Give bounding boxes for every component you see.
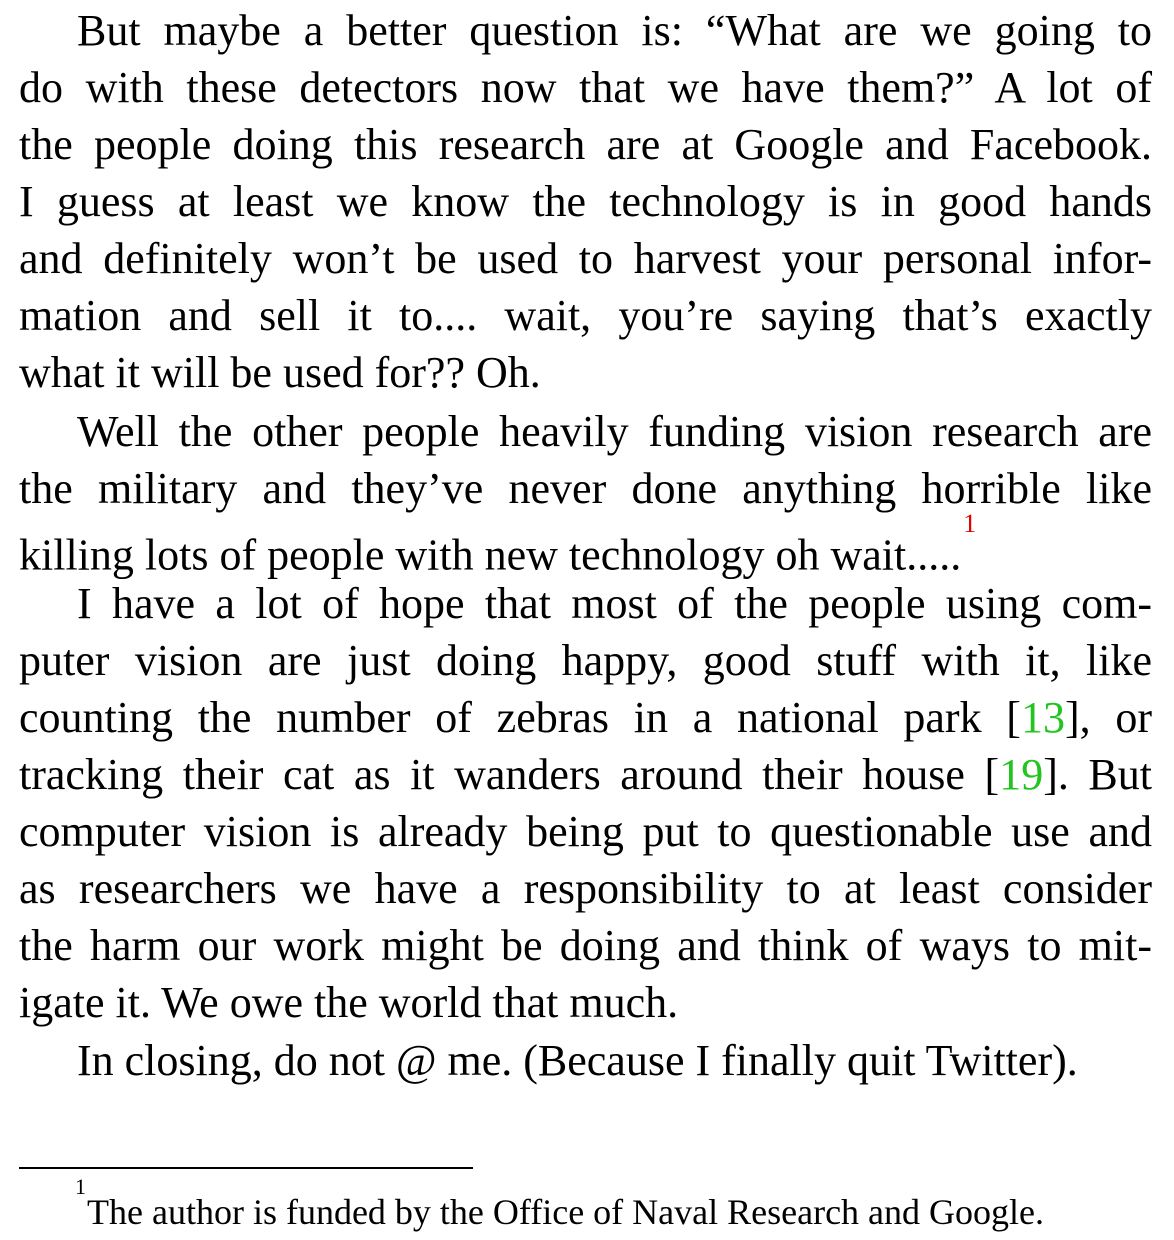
citation-link-19[interactable]: 19 — [999, 750, 1044, 799]
paragraph-3-line-4-before: tracking their cat as it wanders around their house [ — [19, 750, 1000, 799]
paragraph-3-line-8: igate it. We owe the world that much. — [19, 978, 679, 1027]
paragraph-1-line-4: I guess at least we know the technology is in good hands — [19, 177, 1152, 226]
paragraph-4-line-1: In closing, do not @ me. (Because I finally quit Twitter). — [77, 1036, 1078, 1085]
paragraph-1-line-5: and definitely won’t be used to harvest your personal infor- — [19, 234, 1152, 283]
footnote-marker-link[interactable]: 1 — [963, 509, 977, 538]
paragraph-2-line-3 — [19, 509, 1152, 580]
paragraph-3-line-2: puter vision are just doing happy, good stuff with it, like — [19, 636, 1152, 685]
paragraph-1-line-2: do with these detectors now that we have them?” A lot of — [19, 63, 1152, 112]
paragraph-1-line-3: the people doing this research are at Google and Facebook. — [19, 120, 1152, 169]
citation-link-13[interactable]: 13 — [1020, 693, 1065, 742]
paragraph-3-line-7: the harm our work might be doing and think of ways to mit- — [19, 921, 1152, 970]
footnote-number: 1 — [75, 1174, 86, 1199]
paragraph-3-line-6: as researchers we have a responsibility to at least consider — [19, 864, 1152, 913]
footnote-divider — [19, 1167, 473, 1169]
paragraph-1-line-6: mation and sell it to.... wait, you’re saying that’s exactly — [19, 291, 1152, 340]
paragraph-2-line-1: Well the other people heavily funding vision research are — [77, 407, 1152, 456]
paragraph-1-line-7: what it will be used for?? Oh. — [19, 348, 541, 397]
paragraph-2-line-3-text: killing lots of people with new technology oh wait..... — [19, 530, 962, 580]
paragraph-3-line-3-before: counting the number of zebras in a national park [ — [19, 693, 1021, 742]
paragraph-3-line-5: computer vision is already being put to questionable use and — [19, 807, 1152, 856]
paragraph-1-line-1: But maybe a better question is: “What are we going to — [77, 6, 1152, 55]
paragraph-3-line-4 — [19, 746, 1152, 804]
footnote-text: The author is funded by the Office of Naval Research and Google. — [87, 1192, 1045, 1232]
paragraph-3-line-4-after: ]. But — [1043, 750, 1152, 799]
paragraph-3-line-3-after: ], or — [1064, 693, 1152, 742]
paragraph-3-line-3 — [19, 689, 1152, 747]
paragraph-2-line-2: the military and they’ve never done anything horrible like — [19, 464, 1152, 513]
paragraph-3-line-1: I have a lot of hope that most of the people using com- — [77, 579, 1152, 628]
footnote — [75, 1176, 1135, 1232]
